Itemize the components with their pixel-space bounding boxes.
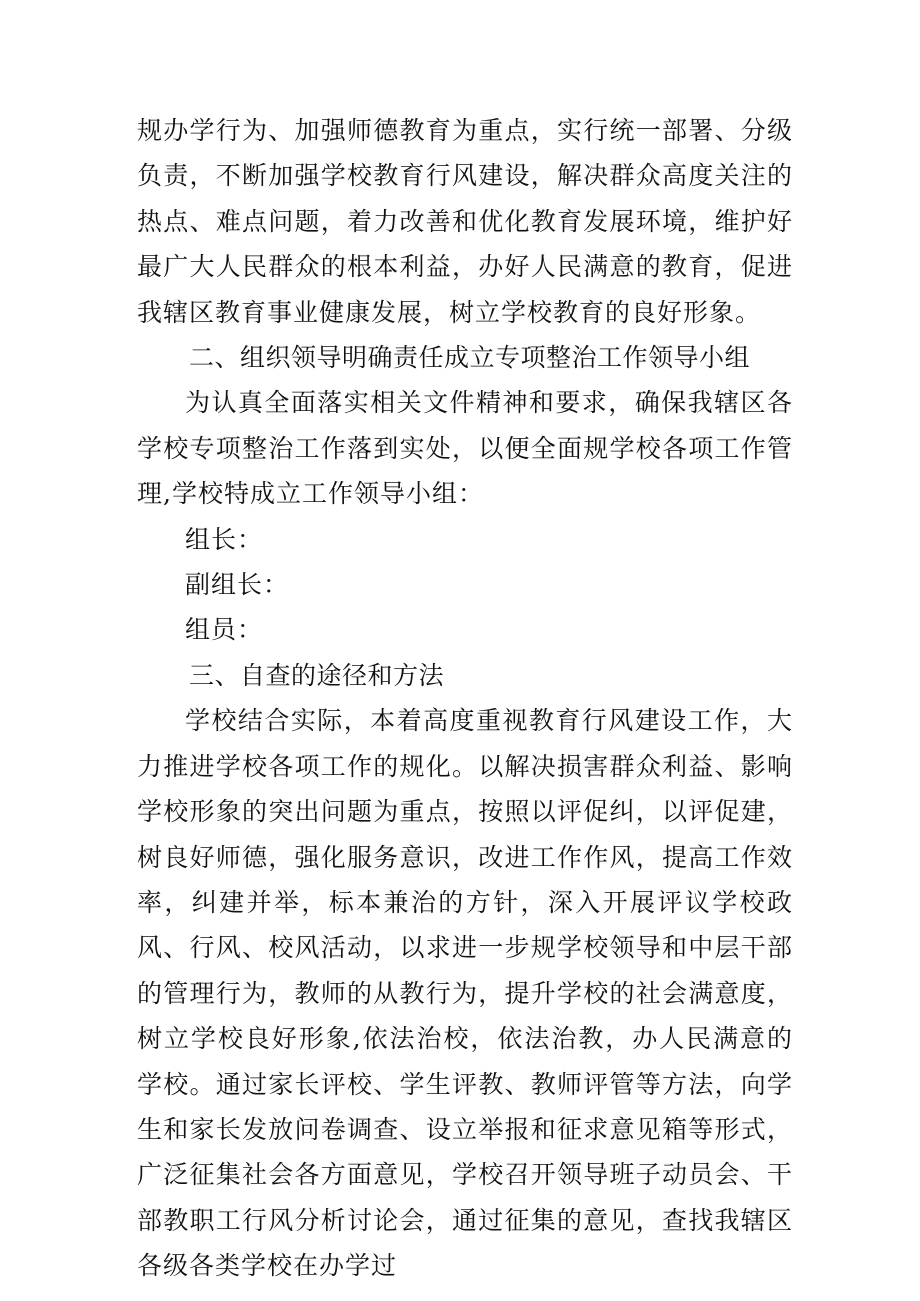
section-heading-2: 二、组织领导明确责任成立专项整治工作领导小组 xyxy=(189,343,751,373)
paragraph-leadership-group: 为认真全面落实相关文件精神和要求，确保我辖区各学校专项整治工作落到实处，以便全面规学校各项工作管理,学校特成立工作领导小组： xyxy=(137,388,793,509)
paragraph-methods: 学校结合实际，本着高度重视教育行风建设工作，大力推进学校各项工作的规化。以解决损害群众利益、影响学校形象的突出问题为重点，按照以评促纠，以评促建，树良好师德，强化服务意识，改进工作作风，提高工作效率，纠建并举，标本兼治的方针，深入开展评议学校政风、行风、校风活动，以求进一步规学校领导和中层干部的管理行为，教师的从教行为，提升学校的社会满意度，树立学校良好形象,依法治校，依法治教，办人民满意的学校。通过家长评校、学生评教、教师评管等方法，向学生和家长发放问卷调查、设立举报和征求意见箱等形式，广泛征集社会各方面意见，学校召开领导班子动员会、干部教职工行风分析讨论会，通过征集的意见，查找我辖区各级各类学校在办学过 xyxy=(137,706,793,1281)
member-line: 组员： xyxy=(185,615,264,645)
document-body xyxy=(137,108,793,1289)
leader-line: 组长： xyxy=(185,524,264,554)
section-heading-3: 三、自查的途径和方法 xyxy=(189,660,445,690)
deputy-leader-line: 副组长： xyxy=(185,570,290,600)
paragraph-continuation: 规办学行为、加强师德教育为重点，实行统一部署、分级负责，不断加强学校教育行风建设，解决群众高度关注的热点、难点问题，着力改善和优化教育发展环境，维护好最广大人民群众的根本利益，办好人民满意的教育，促进我辖区教育事业健康发展，树立学校教育的良好形象。 xyxy=(137,116,793,327)
